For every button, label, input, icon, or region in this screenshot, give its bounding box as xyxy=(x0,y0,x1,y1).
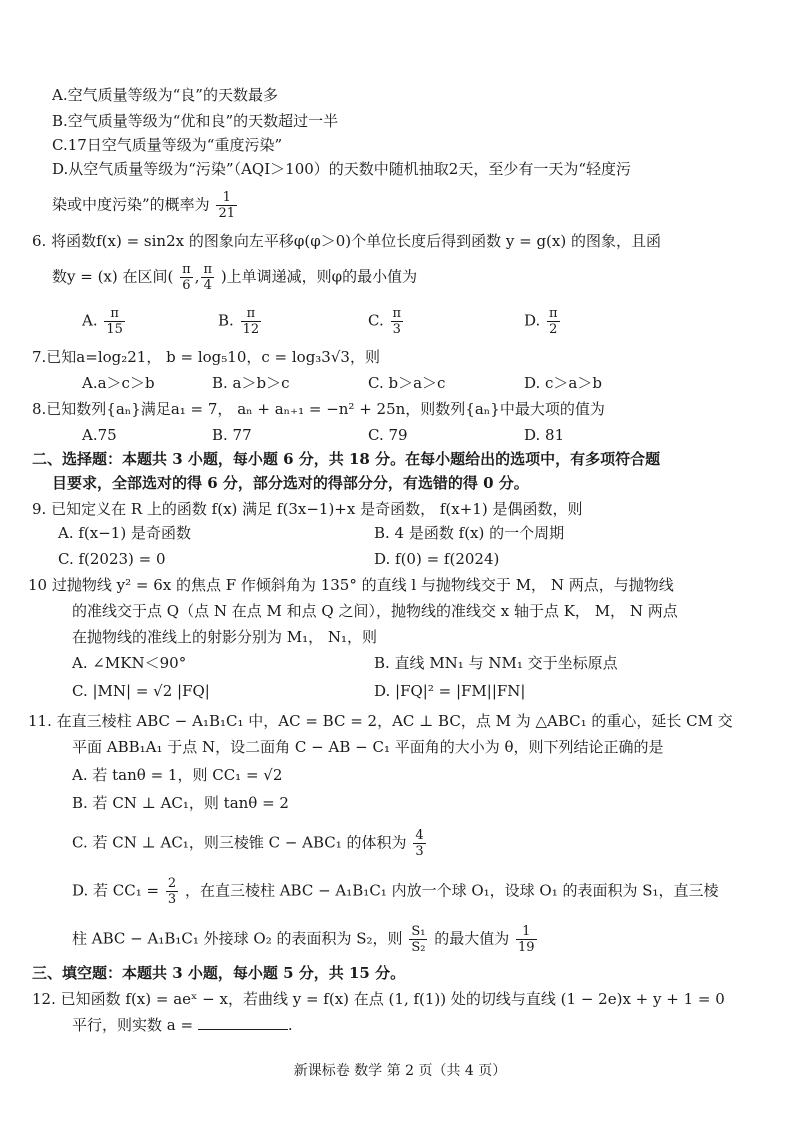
q10-stem-line1: 10 过抛物线 y² = 6x 的焦点 F 作倾斜角为 135° 的直线 l 与抛物线交于 M， N 两点，与抛物线 xyxy=(28,576,674,594)
q11-stem-line1: 11. 在直三棱柱 ABC − A₁B₁C₁ 中，AC = BC = 2，AC ⊥ BC，点 M 为 △ABC₁ 的重心，延长 CM 交 xyxy=(28,712,733,730)
q11-option-d-fraction xyxy=(166,876,178,907)
q12-line2-text: 平行，则实数 a = xyxy=(72,1016,194,1034)
section-2-heading-line2: 目要求，全部选对的得 6 分，部分选对的得部分分，有选错的得 0 分。 xyxy=(52,474,529,492)
fraction-denominator: 12 xyxy=(242,322,260,337)
q10-option-c: C. |MN| = √2 |FQ| xyxy=(72,682,210,700)
q12-answer-blank[interactable] xyxy=(198,1015,288,1030)
q11-option-c-text: C. 若 CN ⊥ AC₁，则三棱锥 C − ABC₁ 的体积为 xyxy=(72,833,407,852)
q11-option-d-line2 xyxy=(72,924,539,955)
q7-stem: 7.已知a=log₂21， b = log₅10，c = log₃3√3，则 xyxy=(32,348,380,366)
q8-stem: 8.已知数列{aₙ}满足a₁ = 7， aₙ + aₙ₊₁ = −n² + 25n，则数列{aₙ}中最大项的值为 xyxy=(32,400,605,418)
fraction-numerator: π xyxy=(241,306,262,322)
q8-option-b: B. 77 xyxy=(212,426,252,444)
fraction-numerator: π xyxy=(549,306,558,321)
q5-option-c: C.17日空气质量等级为“重度污染” xyxy=(52,136,283,154)
fraction-numerator: 2 xyxy=(167,876,177,891)
q5-option-d-fraction xyxy=(216,190,237,221)
fraction-denominator: 6 xyxy=(182,278,191,293)
q7-option-d: D. c＞a＞b xyxy=(524,374,602,392)
q5-option-b: B.空气质量等级为“优和良”的天数超过一半 xyxy=(52,112,339,130)
option-label: A. xyxy=(82,311,98,330)
fraction-denominator: 2 xyxy=(549,322,558,337)
q5-option-d-line1: D.从空气质量等级为“污染”（AQI＞100）的天数中随机抽取2天，至少有一天为“轻度污 xyxy=(52,160,631,178)
q9-option-d: D. f(0) = f(2024) xyxy=(374,550,500,568)
option-fraction xyxy=(391,306,404,337)
section-3-heading: 三、填空题：本题共 3 小题，每小题 5 分，共 15 分。 xyxy=(32,964,406,982)
q8-option-a: A.75 xyxy=(82,426,117,444)
option-fraction xyxy=(547,306,560,337)
q9-option-b: B. 4 是函数 f(x) 的一个周期 xyxy=(374,524,565,542)
q6-stem-line2 xyxy=(52,262,417,293)
q12-stem-line1: 12. 已知函数 f(x) = aeˣ − x，若曲线 y = f(x) 在点 (1, f(1)) 处的切线与直线 (1 − 2e)x + y + 1 = 0 xyxy=(32,990,725,1008)
q11-last-line-start: 柱 ABC − A₁B₁C₁ 外接球 O₂ 的表面积为 S₂，则 xyxy=(72,929,403,948)
fraction-numerator: π xyxy=(392,306,402,321)
q7-option-a: A.a＞c＞b xyxy=(82,374,155,392)
q8-option-c: C. 79 xyxy=(368,426,408,444)
q11-option-b: B. 若 CN ⊥ AC₁，则 tanθ = 2 xyxy=(72,794,289,812)
option-label: C. xyxy=(368,311,384,330)
q5-option-d-line2 xyxy=(52,190,239,221)
q5-option-a: A.空气质量等级为“良”的天数最多 xyxy=(52,86,278,104)
q6-line2-start: 数y = (x) 在区间( xyxy=(52,267,174,286)
fraction-denominator: 4 xyxy=(203,278,212,293)
fraction-numerator: π xyxy=(203,262,213,277)
q9-option-c: C. f(2023) = 0 xyxy=(58,550,166,568)
q6-number: 6. xyxy=(32,232,47,250)
q11-max-fraction xyxy=(516,924,537,955)
option-label: B. xyxy=(218,311,234,330)
q12-stem-line2 xyxy=(72,1014,293,1036)
q10-option-d: D. |FQ|² = |FM||FN| xyxy=(374,682,526,700)
q6-option-c xyxy=(368,306,405,337)
fraction-denominator: 3 xyxy=(167,892,177,907)
q11-ratio-fraction xyxy=(409,924,427,955)
fraction-denominator: 3 xyxy=(415,844,424,859)
q5-option-d-text: 染或中度污染”的概率为 xyxy=(52,195,210,214)
fraction-numerator: π xyxy=(104,306,125,322)
q7-option-c: C. b＞a＞c xyxy=(368,374,446,392)
q6-option-d xyxy=(524,306,562,337)
q10-option-a: A. ∠MKN＜90° xyxy=(72,654,187,672)
q11-option-d-start: D. 若 CC₁ = xyxy=(72,881,160,900)
q9-stem: 9. 已知定义在 R 上的函数 f(x) 满足 f(3x−1)+x 是奇函数， f(x+1) 是偶函数，则 xyxy=(32,500,583,518)
q6-stem-line1 xyxy=(32,230,661,252)
q11-option-c-fraction xyxy=(413,828,425,859)
q10-stem-line3: 在抛物线的准线上的射影分别为 M₁， N₁，则 xyxy=(72,628,378,646)
q11-option-d xyxy=(72,876,719,907)
q10-stem-line2: 的准线交于点 Q（点 N 在点 M 和点 Q 之间），抛物线的准线交 x 轴于点 K， M， N 两点 xyxy=(72,602,678,620)
q6-line1-text: 将函数f(x) = sin2x 的图象向左平移φ(φ＞0)个单位长度后得到函数 y = g(x) 的图象，且函 xyxy=(51,232,661,250)
fraction-numerator: π xyxy=(182,262,191,277)
q6-line2-end: )上单调递减，则φ的最小值为 xyxy=(220,267,418,286)
option-fraction xyxy=(104,306,125,337)
q11-stem-line2: 平面 ABB₁A₁ 于点 N，设二面角 C − AB − C₁ 平面角的大小为 θ，则下列结论正确的是 xyxy=(72,738,664,756)
q7-option-b: B. a＞b＞c xyxy=(212,374,290,392)
q12-line2-end: . xyxy=(287,1016,293,1034)
q9-option-a: A. f(x−1) 是奇函数 xyxy=(58,524,191,542)
fraction-denominator: 15 xyxy=(106,322,123,337)
fraction-numerator: 1 xyxy=(516,924,537,940)
q11-last-line-middle: 的最大值为 xyxy=(434,929,510,948)
fraction-denominator: S₂ xyxy=(411,940,426,955)
option-label: D. xyxy=(524,311,541,330)
q6-interval-separator: , xyxy=(194,267,200,286)
q11-option-c xyxy=(72,828,428,859)
q11-option-d-end: ，在直三棱柱 ABC − A₁B₁C₁ 内放一个球 O₁，设球 O₁ 的表面积为 S₁，直三棱 xyxy=(184,881,719,900)
option-fraction xyxy=(241,306,262,337)
q6-option-a xyxy=(82,306,127,337)
q10-option-b: B. 直线 MN₁ 与 NM₁ 交于坐标原点 xyxy=(374,654,618,672)
fraction-denominator: 3 xyxy=(392,322,401,337)
fraction-denominator: 21 xyxy=(218,206,235,221)
q6-option-b xyxy=(218,306,263,337)
q11-option-a: A. 若 tanθ = 1，则 CC₁ = √2 xyxy=(72,766,283,784)
page-footer: 新课标卷 数学 第 2 页（共 4 页） xyxy=(293,1063,507,1079)
q6-interval-left xyxy=(180,262,193,293)
fraction-numerator: 1 xyxy=(216,190,237,206)
q6-interval-right xyxy=(201,262,214,293)
fraction-numerator: S₁ xyxy=(411,924,426,939)
fraction-numerator: 4 xyxy=(415,828,424,843)
section-2-heading-line1: 二、选择题：本题共 3 小题，每小题 6 分，共 18 分。在每小题给出的选项中，有多项符合题 xyxy=(32,450,661,468)
q8-option-d: D. 81 xyxy=(524,426,565,444)
fraction-denominator: 19 xyxy=(518,940,535,955)
